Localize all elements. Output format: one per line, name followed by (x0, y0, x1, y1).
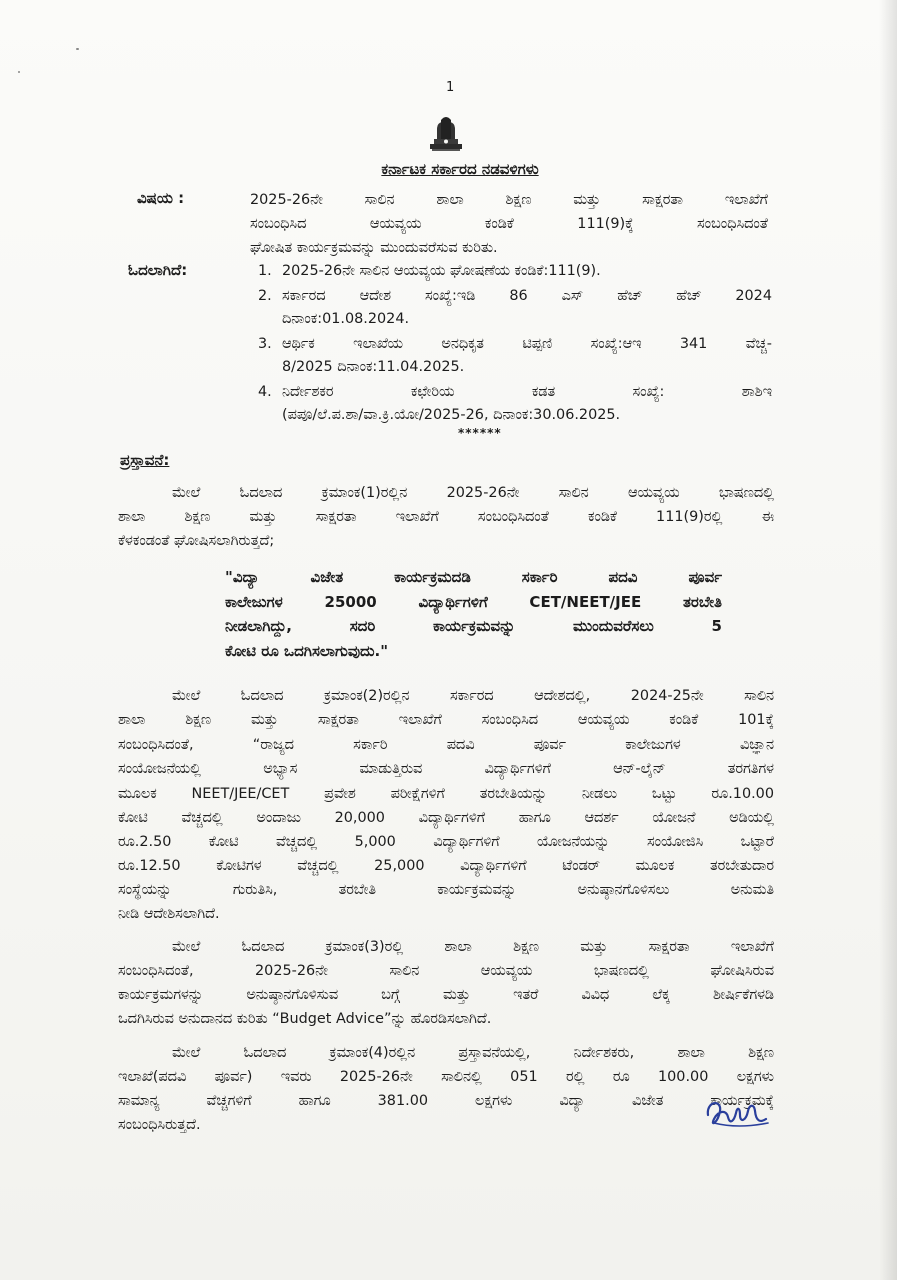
paragraph-line: ಮೇಲೆ ಓದಲಾದ ಕ್ರಮಾಂಕ(4)ರಲ್ಲಿನ ಪ್ರಸ್ತಾವನೆಯಲ್ಲಿ, ನಿರ್ದೇಶಕರು, ಶಾಲಾ ಶಿಕ್ಷಣ (172, 1045, 774, 1061)
reference-text: 2025-26ನೇ ಸಾಲಿನ ಆಯವ್ಯಯ ಘೋಷಣೆಯ ಕಂಡಿಕೆ:111(9). (282, 263, 601, 279)
paragraph-line: ಇಲಾಖೆ(ಪದವಿ ಪೂರ್ವ) ಇವರು 2025-26ನೇ ಸಾಲಿನಲ್ಲಿ 051 ರಲ್ಲಿ ರೂ 100.00 ಲಕ್ಷಗಳು (118, 1069, 774, 1085)
subject-line: ಸಂಬಂಧಿಸಿದ ಆಯವ್ಯಯ ಕಂಡಿಕೆ 111(9)ಕ್ಕೆ ಸಂಬಂಧಿಸಿದಂತೆ (250, 216, 768, 232)
paragraph-line: ನೀಡಿ ಆದೇಶಿಸಲಾಗಿದೆ. (118, 906, 220, 922)
paragraph-line: ಶಾಲಾ ಶಿಕ್ಷಣ ಮತ್ತು ಸಾಕ್ಷರತಾ ಇಲಾಖೆಗೆ ಸಂಬಂಧಿಸಿದ ಆಯವ್ಯಯ ಕಂಡಿಕೆ 101ಕ್ಕೆ (118, 712, 774, 728)
reference-text: ದಿನಾಂಕ:01.08.2024. (282, 311, 410, 327)
reference-number: 3. (258, 336, 272, 352)
paragraph-line: ಮೇಲೆ ಓದಲಾದ ಕ್ರಮಾಂಕ(1)ರಲ್ಲಿನ 2025-26ನೇ ಸಾಲಿನ ಆಯವ್ಯಯ ಭಾಷಣದಲ್ಲಿ (172, 485, 774, 501)
references-label: ಓದಲಾಗಿದೆ: (128, 261, 188, 279)
paragraph-line: ಸಂಬಂಧಿಸಿದಂತೆ, “ರಾಜ್ಯದ ಸರ್ಕಾರಿ ಪದವಿ ಪೂರ್ವ ಕಾಲೇಜುಗಳ ವಿಜ್ಞಾನ (118, 737, 774, 753)
page-number: 1 (446, 80, 455, 95)
paragraph-line: ಸಂಬಂಧಿಸಿದಂತೆ, 2025-26ನೇ ಸಾಲಿನ ಆಯವ್ಯಯ ಭಾಷಣದಲ್ಲಿ ಘೋಷಿಸಿರುವ (118, 963, 774, 979)
reference-text: ಆರ್ಥಿಕ ಇಲಾಖೆಯ ಅನಧಿಕೃತ ಟಿಪ್ಪಣಿ ಸಂಖ್ಯೆ:ಆಇ 341 ವೆಚ್ಚ- (282, 336, 772, 352)
page-edge-shadow (879, 0, 897, 1280)
budget-quote-line: ಕಾಲೇಜುಗಳ 25000 ವಿದ್ಯಾರ್ಥಿಗಳಿಗೆ CET/NEET/JEE ತರಬೇತಿ (225, 593, 722, 611)
reference-number: 2. (258, 288, 272, 304)
preamble-heading: ಪ್ರಸ್ತಾವನೆ: (120, 451, 170, 469)
paragraph-line: ಮೇಲೆ ಓದಲಾದ ಕ್ರಮಾಂಕ(2)ರಲ್ಲಿನ ಸರ್ಕಾರದ ಆದೇಶದಲ್ಲಿ, 2024-25ನೇ ಸಾಲಿನ (172, 688, 774, 704)
budget-quote-line: ಕೋಟಿ ರೂ ಒದಗಿಸಲಾಗುವುದು." (225, 642, 389, 660)
signature-mark (700, 1093, 772, 1135)
paragraph-line: ಸಂಬಂಧಿಸಿರುತ್ತದೆ. (118, 1117, 201, 1133)
paragraph-line: ಸಂಯೋಜನೆಯಲ್ಲಿ ಅಭ್ಯಾಸ ಮಾಡುತ್ತಿರುವ ವಿದ್ಯಾರ್ಥಿಗಳಿಗೆ ಆನ್-ಲೈನ್ ತರಗತಿಗಳ (118, 761, 774, 777)
paragraph-line: ಶಾಲಾ ಶಿಕ್ಷಣ ಮತ್ತು ಸಾಕ್ಷರತಾ ಇಲಾಖೆಗೆ ಸಂಬಂಧಿಸಿದಂತೆ ಕಂಡಿಕೆ 111(9)ರಲ್ಲಿ ಈ (118, 509, 774, 525)
budget-quote-line: ನೀಡಲಾಗಿದ್ದು, ಸದರಿ ಕಾರ್ಯಕ್ರಮವನ್ನು ಮುಂದುವರೆಸಲು 5 (225, 617, 722, 635)
paragraph-line: ಮೂಲಕ NEET/JEE/CET ಪ್ರವೇಶ ಪರೀಕ್ಷೆಗಳಿಗೆ ತರಬೇತಿಯನ್ನು ನೀಡಲು ಒಟ್ಟು ರೂ.10.00 (118, 786, 774, 802)
budget-quote-line: "ವಿದ್ಯಾ ವಿಜೇತ ಕಾರ್ಯಕ್ರಮದಡಿ ಸರ್ಕಾರಿ ಪದವಿ ಪೂರ್ವ (225, 568, 722, 586)
scan-speck (18, 71, 20, 73)
reference-text: 8/2025 ದಿನಾಂಕ:11.04.2025. (282, 359, 465, 375)
paragraph-line: ಕೆಳಕಂಡಂತೆ ಘೋಷಿಸಲಾಗಿರುತ್ತದೆ; (118, 533, 275, 549)
paragraph-line: ಕೋಟಿ ವೆಚ್ಚದಲ್ಲಿ ಅಂದಾಜು 20,000 ವಿದ್ಯಾರ್ಥಿಗಳಿಗೆ ಹಾಗೂ ಆದರ್ಶ ಯೋಜನೆ ಅಡಿಯಲ್ಲಿ (118, 810, 774, 826)
separator: ****** (458, 426, 502, 440)
subject-label: ವಿಷಯ : (137, 189, 185, 207)
karnataka-emblem-icon (426, 114, 466, 152)
paragraph-line: ಸಂಸ್ಥೆಯನ್ನು ಗುರುತಿಸಿ, ತರಬೇತಿ ಕಾರ್ಯಕ್ರಮವನ್ನು ಅನುಷ್ಠಾನಗೊಳಿಸಲು ಅನುಮತಿ (118, 882, 774, 898)
subject-line: 2025-26ನೇ ಸಾಲಿನ ಶಾಲಾ ಶಿಕ್ಷಣ ಮತ್ತು ಸಾಕ್ಷರತಾ ಇಲಾಖೆಗೆ (250, 192, 768, 208)
subject-line: ಘೋಷಿತ ಕಾರ್ಯಕ್ರಮವನ್ನು ಮುಂದುವರೆಸುವ ಕುರಿತು. (250, 240, 498, 256)
reference-text: (ಪಪೂ/ಲೆ.ಪ.ಶಾ/ವಾ.ಕ್ರಿ.ಯೋ/2025-26, ದಿನಾಂಕ:30.06.2025. (282, 407, 621, 423)
paragraph-line: ಸಾಮಾನ್ಯ ವೆಚ್ಚಗಳಿಗೆ ಹಾಗೂ 381.00 ಲಕ್ಷಗಳು ವಿದ್ಯಾ ವಿಜೇತ ಕಾರ್ಯಕ್ರಮಕ್ಕೆ (118, 1093, 774, 1109)
paragraph-line: ಮೇಲೆ ಓದಲಾದ ಕ್ರಮಾಂಕ(3)ರಲ್ಲಿ ಶಾಲಾ ಶಿಕ್ಷಣ ಮತ್ತು ಸಾಕ್ಷರತಾ ಇಲಾಖೆಗೆ (172, 939, 774, 955)
reference-number: 4. (258, 384, 272, 400)
paragraph-line: ರೂ.2.50 ಕೋಟಿ ವೆಚ್ಚದಲ್ಲಿ 5,000 ವಿದ್ಯಾರ್ಥಿಗಳಿಗೆ ಯೋಜನೆಯನ್ನು ಸಂಯೋಜಿಸಿ ಒಟ್ಟಾರೆ (118, 834, 774, 850)
reference-text: ಸರ್ಕಾರದ ಆದೇಶ ಸಂಖ್ಯೆ:ಇಡಿ 86 ಎಸ್ ಹೆಚ್ ಹೆಚ್ 2024 (282, 288, 772, 304)
paragraph-line: ರೂ.12.50 ಕೋಟಿಗಳ ವೆಚ್ಚದಲ್ಲಿ 25,000 ವಿದ್ಯಾರ್ಥಿಗಳಿಗೆ ಟೆಂಡರ್ ಮೂಲಕ ತರಬೇತುದಾರ (118, 858, 774, 874)
reference-number: 1. (258, 263, 272, 279)
paragraph-line: ಕಾರ್ಯಕ್ರಮಗಳನ್ನು ಅನುಷ್ಠಾನಗೊಳಿಸುವ ಬಗ್ಗೆ ಮತ್ತು ಇತರೆ ವಿವಿಧ ಲೆಕ್ಕ ಶೀರ್ಷಿಕೆಗಳಡಿ (118, 987, 774, 1003)
paragraph-line: ಒದಗಿಸಿರುವ ಅನುದಾನದ ಕುರಿತು “Budget Advice”ನ್ನು ಹೊರಡಿಸಲಾಗಿದೆ. (118, 1011, 492, 1027)
document-title: ಕರ್ನಾಟಕ ಸರ್ಕಾರದ ನಡವಳಿಗಳು (381, 160, 539, 178)
scan-speck (76, 48, 79, 50)
reference-text: ನಿರ್ದೇಶಕರ ಕಛೇರಿಯ ಕಡತ ಸಂಖ್ಯೆ: ಶಾಶಿಇ (282, 384, 772, 400)
